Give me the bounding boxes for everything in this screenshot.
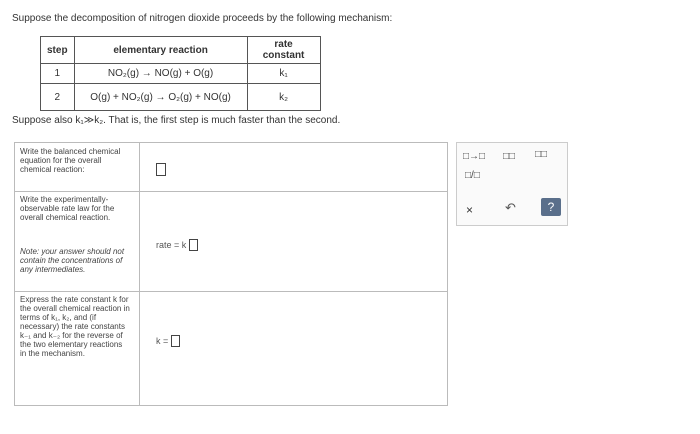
- header-step: step: [41, 37, 75, 64]
- rate-law-input[interactable]: [189, 239, 198, 251]
- undo-button[interactable]: ↶: [505, 200, 516, 215]
- assumption-text: Suppose also k₁≫k₂. That is, the first step is much faster than the second.: [12, 115, 341, 126]
- question-label: Write the experimentally-observable rate law for the overall chemical reaction.: [20, 195, 115, 222]
- question-rate-law: [15, 191, 447, 292]
- reaction-2: O(g) + NO₂(g) → O₂(g) + NO(g): [74, 84, 247, 111]
- subscript-tool[interactable]: □□: [503, 151, 516, 162]
- answer-area: [156, 239, 198, 251]
- question-label: Express the rate constant k for the overall chemical reaction in terms of k₁, k₂, and (if necessary) the rate constants k₋₁ and k₋₂ for the reverse of the two elementary reactions in the mechanism.: [20, 295, 130, 358]
- rate-prefix: rate = k: [156, 240, 187, 250]
- help-button[interactable]: ?: [541, 198, 561, 216]
- k-prefix: k =: [156, 336, 169, 346]
- header-reaction: elementary reaction: [74, 37, 247, 64]
- header-rate-constant: rate constant: [247, 37, 320, 64]
- reaction-arrow-tool[interactable]: □→□: [463, 151, 486, 162]
- step-2: 2: [41, 84, 75, 111]
- question-label: Write the balanced chemical equation for the overall chemical reaction:: [20, 147, 121, 174]
- rate-constant-2: k₂: [247, 84, 320, 111]
- equation-input[interactable]: [156, 163, 166, 176]
- answer-area: [156, 163, 166, 176]
- step-1: 1: [41, 64, 75, 84]
- question-note: Note: your answer should not contain the concentrations of any intermediates.: [20, 247, 125, 274]
- question-rate-constant: [15, 291, 447, 405]
- rate-constant-input[interactable]: [171, 335, 180, 347]
- answer-area: [156, 335, 180, 347]
- math-toolbar: [456, 142, 568, 226]
- question-panel: [14, 142, 448, 406]
- clear-button[interactable]: ×: [466, 203, 474, 217]
- mechanism-table: [40, 36, 321, 111]
- fraction-tool[interactable]: □/□: [465, 170, 480, 181]
- problem-intro: Suppose the decomposition of nitrogen dioxide proceeds by the following mechanism:: [12, 13, 393, 24]
- rate-constant-1: k₁: [247, 64, 320, 84]
- question-overall-equation: [15, 143, 447, 192]
- superscript-tool[interactable]: □□: [535, 149, 548, 160]
- reaction-1: NO₂(g) → NO(g) + O(g): [74, 64, 247, 84]
